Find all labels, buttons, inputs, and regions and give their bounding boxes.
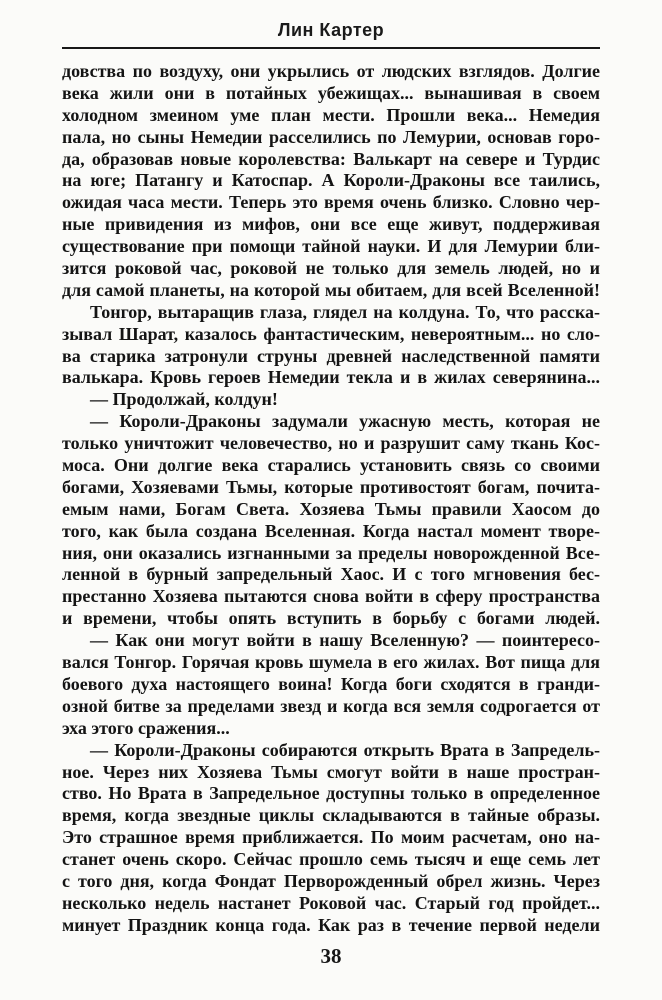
text-line: для самой планеты, на которой мы обитаем, для всей Вселенной! <box>62 279 600 300</box>
text-line: и времени, чтобы опять вступить в борьбу с богами людей. <box>62 608 600 629</box>
text-line: ные привидения из мифов, они все еще живут, поддерживая <box>62 214 600 235</box>
text-line: зывал Шарат, казалось фантастическим, невероятным... но сло- <box>62 323 600 344</box>
text-line: валькара. Кровь героев Немедии текла и в жилах северянина... <box>62 367 600 388</box>
text-line: вался Тонгор. Горячая кровь шумела в его жилах. Вот пища для <box>62 652 600 673</box>
text-line: моса. Они долгие века старались установить связь со своими <box>62 455 600 476</box>
text-line: минует Праздник конца года. Как раз в течение первой недели <box>62 914 600 935</box>
text-line: на юге; Патангу и Катоспар. А Короли-Драконы все таились, <box>62 170 600 191</box>
text-line: ство. Но Врата в Запредельное доступны только в определенное <box>62 783 600 804</box>
text-line: только уничтожит человечество, но и разрушит саму ткань Кос- <box>62 433 600 454</box>
text-line: — Как они могут войти в нашу Вселенную? — поинтересо- <box>90 630 600 651</box>
text-line: озной битве за пределами звезд и когда вся земля содрогается от <box>62 695 600 716</box>
text-line: емым нами, Богам Света. Хозяева Тьмы правили Хаосом до <box>62 498 600 519</box>
text-line: — Продолжай, колдун! <box>90 389 278 410</box>
text-line: несколько недель настанет Роковой час. Старый год пройдет... <box>62 892 600 913</box>
text-line: довства по воздуху, они укрылись от людских взглядов. Долгие <box>62 61 600 81</box>
body-text <box>62 61 600 937</box>
text-line: ленной в бурный запредельный Хаос. И с того мгновения бес- <box>62 564 600 585</box>
text-line: богами, Хозяевами Тьмы, которые противостоят богам, почита- <box>62 476 600 497</box>
header-rule <box>62 47 600 49</box>
text-line: существование при помощи тайной науки. И для Лемурии бли- <box>62 236 600 257</box>
text-line: станет очень скоро. Сейчас прошло семь тысяч и еще семь лет <box>62 849 600 870</box>
text-line: время, когда звездные циклы складываются в тайные образы. <box>62 805 600 826</box>
text-line: холодном змеином уме план мести. Прошли века... Немедия <box>62 104 600 125</box>
text-line: с того дня, когда Фондат Перворожденный обрел жизнь. Через <box>62 870 600 891</box>
text-line: Это страшное время приближается. По моим расчетам, оно на- <box>62 827 600 848</box>
text-line: ожидая часа мести. Теперь это время очень близко. Словно чер- <box>62 192 600 213</box>
text-line: ния, они оказались изгнанными за пределы новорожденной Все- <box>62 542 600 563</box>
page-number: 38 <box>320 944 342 968</box>
running-header: Лин Картер <box>277 20 385 40</box>
text-line: ва старика затронули струны древней наследственной памяти <box>62 345 600 366</box>
text-line: боевого духа настоящего воина! Когда боги сходятся в гранди- <box>62 673 600 694</box>
text-line: ное. Через них Хозяева Тьмы смогут войти в наше простран- <box>62 761 600 782</box>
text-line: — Короли-Драконы собираются открыть Врата в Запредель- <box>90 739 600 760</box>
text-line: пала, но сыны Немедии расселились по Лемурии, основав горо- <box>62 126 600 147</box>
text-line: эха этого сражения... <box>62 717 230 738</box>
text-line: престанно Хозяева пытаются снова войти в сферу пространства <box>62 586 600 607</box>
text-line: зится роковой час, роковой не только для земель людей, но и <box>62 258 600 279</box>
text-line: Тонгор, вытаращив глаза, глядел на колдуна. То, что расска- <box>90 301 600 322</box>
text-line: того, как была создана Вселенная. Когда настал момент творе- <box>62 520 600 541</box>
text-line: да, образовав новые королевства: Валькарт на севере и Турдис <box>62 148 600 169</box>
text-line: века жили они в потайных убежищах... вынашивая в своем <box>62 82 600 103</box>
text-line: — Короли-Драконы задумали ужасную месть, которая не <box>90 411 600 432</box>
